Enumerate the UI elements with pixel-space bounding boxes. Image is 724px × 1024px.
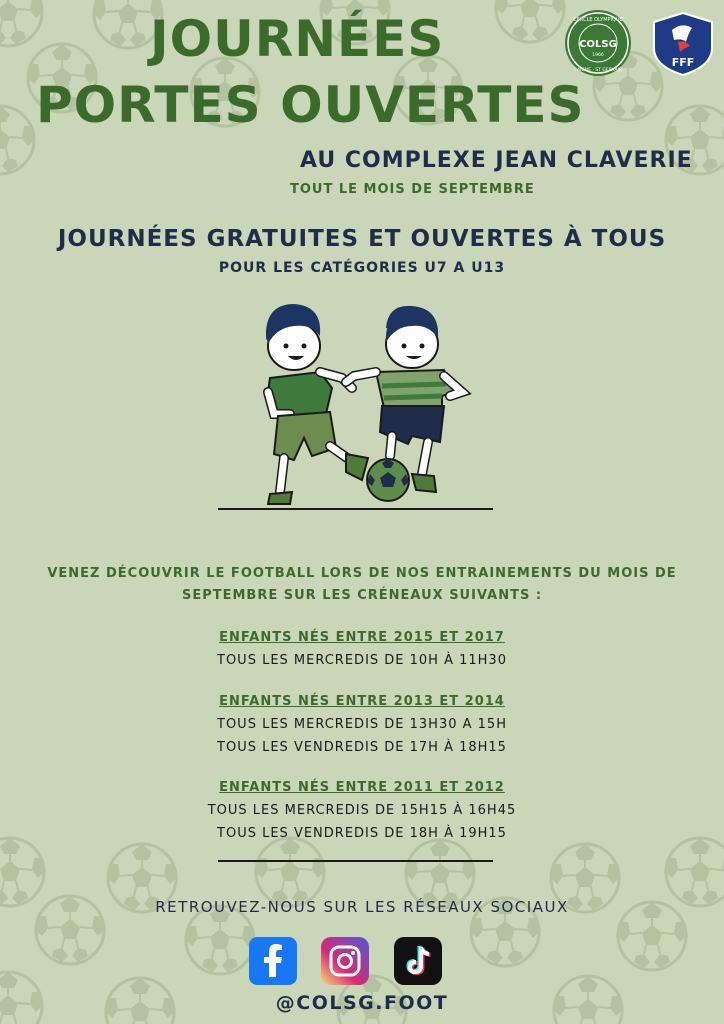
- title-line-2: PORTES OUVERTES: [36, 76, 585, 134]
- fff-logo-text: FFF: [671, 56, 695, 69]
- soccer-ball-icon: [0, 106, 34, 174]
- schedule-line: TOUS LES MERCREDIS DE 10H À 11H30: [217, 653, 507, 668]
- categories-text: POUR LES CATÉGORIES U7 A U13: [218, 260, 506, 276]
- location-text: AU COMPLEXE JEAN CLAVERIE: [300, 148, 693, 173]
- group-title: ENFANTS NÉS ENTRE 2011 ET 2012: [219, 780, 505, 795]
- headline: JOURNÉES GRATUITES ET OUVERTES À TOUS: [57, 226, 667, 252]
- schedule-group: [0, 627, 724, 672]
- intro-line-1: VENEZ DÉCOUVRIR LE FOOTBALL LORS DE NOS ENTRAINEMENTS DU MOIS DE: [47, 566, 677, 581]
- group-title: ENFANTS NÉS ENTRE 2013 ET 2014: [219, 694, 505, 709]
- club-logo-top-text: CERCLE OLYMPIQUE: [573, 17, 623, 23]
- soccer-ball-icon: [0, 838, 44, 906]
- kids-playing-football-illustration: [250, 296, 480, 516]
- soccer-ball-icon: [0, 0, 42, 46]
- club-logo-name: COLSG: [579, 39, 617, 50]
- title-line-1: JOURNÉES: [150, 10, 445, 68]
- soccer-ball-icon: [666, 838, 724, 906]
- left-kid-figure: [266, 304, 368, 504]
- schedule-line: TOUS LES VENDREDIS DE 18H À 19H15: [217, 826, 507, 841]
- intro-line-2: SEPTEMBRE SUR LES CRÉNEAUX SUIVANTS :: [181, 588, 543, 603]
- club-logo-bottom-text: LAIGNE · ST GERVAIS: [574, 68, 622, 73]
- divider-top: [218, 508, 493, 510]
- divider-bottom: [218, 860, 493, 862]
- schedule-group: [0, 691, 724, 759]
- social-handle[interactable]: @COLSG.FOOT: [275, 992, 449, 1014]
- period-text: TOUT LE MOIS DE SEPTEMBRE: [290, 182, 535, 197]
- tiktok-icon[interactable]: [394, 937, 442, 985]
- schedule-line: TOUS LES VENDREDIS DE 17H À 18H15: [217, 740, 507, 755]
- social-heading: RETROUVEZ-NOUS SUR LES RÉSEAUX SOCIAUX: [155, 898, 569, 916]
- instagram-icon[interactable]: [321, 937, 369, 985]
- soccer-ball-icon: [367, 459, 409, 501]
- schedule-group: [0, 777, 724, 845]
- club-logo-year: 1966: [592, 53, 604, 58]
- soccer-ball-icon: [186, 906, 254, 974]
- group-title: ENFANTS NÉS ENTRE 2015 ET 2017: [219, 630, 505, 645]
- facebook-icon[interactable]: [249, 937, 297, 985]
- intro-text: [0, 563, 724, 607]
- schedule-line: TOUS LES MERCREDIS DE 13H30 A 15H: [217, 717, 507, 732]
- soccer-ball-icon: [256, 838, 324, 906]
- schedule-line: TOUS LES MERCREDIS DE 15H15 À 16H45: [207, 803, 517, 818]
